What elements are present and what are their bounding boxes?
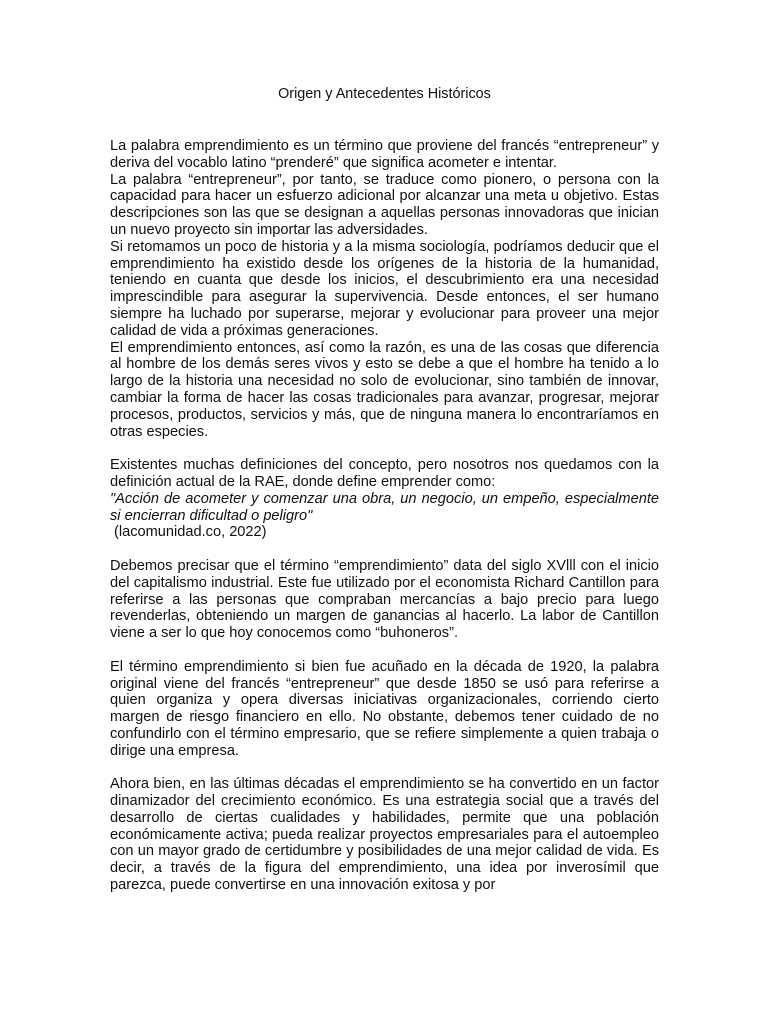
citation: (lacomunidad.co, 2022) xyxy=(114,524,267,541)
paragraph-spacer xyxy=(110,642,659,659)
paragraph-origin: La palabra emprendimiento es un término que proviene del francés “entrepreneur” y deriva del vocablo latino “prenderé” que significa acometer e intentar. xyxy=(110,138,659,171)
paragraph-reason: El emprendimiento entonces, así como la razón, es una de las cosas que diferencia al hombre de los demás seres vivos y esto se debe a que el hombre ha tenido a lo largo de la historia una necesidad no solo de evolucionar, sino también de innovar, cambiar la forma de hacer las cosas tradicionales para avanzar, progresar, mejorar procesos, productos, servicios y más, que de ninguna manera lo encontraríamos en otras especies. xyxy=(110,339,659,440)
paragraph-spacer xyxy=(110,759,659,776)
paragraph-entrepreneur: La palabra “entrepreneur”, por tanto, se traduce como pionero, o persona con la capacidad para hacer un esfuerzo adicional por alcanzar una meta u objetivo. Estas descripciones son las que se designan a aquellas personas innovadoras que inician un nuevo proyecto sin importar las adversidades. xyxy=(110,171,659,238)
paragraph-history: Si retomamos un poco de historia y a la misma sociología, podríamos deducir que el emprendimiento ha existido desde los orígenes de la historia de la humanidad, teniendo en cuanta que desde los inicios, el descubrimiento era una necesidad imprescindible para asegurar la supervivencia. Desde entonces, el ser humano siempre ha luchado por superarse, mejorar y evolucionar para proveer una mejor calidad de vida a próximas generaciones. xyxy=(110,238,659,339)
paragraph-economic-growth: Ahora bien, en las últimas décadas el emprendimiento se ha convertido en un factor dinamizador del crecimiento económico. Es una estrategia social que a través del desarrollo de ciertas cualidades y habilidades, permite que una población económicamente activa; pueda realizar proyectos empresariales para el autoempleo con un mayor grado de certidumbre y posibilidades de una mejor calidad de vida. Es decir, a través de la figura del emprendimiento, una idea por inverosímil que parezca, puede convertirse en una innovación exitosa y por xyxy=(110,776,659,894)
paragraph-definitions: Existentes muchas definiciones del concepto, pero nosotros nos quedamos con la definición actual de la RAE, donde define emprender como: xyxy=(110,457,659,490)
rae-definition-quote: "Acción de acometer y comenzar una obra, un negocio, un empeño, especialmente si encierran dificultad o peligro" xyxy=(110,490,659,524)
page-title: Origen y Antecedentes Históricos xyxy=(278,86,491,102)
paragraph-cantillon: Debemos precisar que el término “emprendimiento” data del siglo XVlll con el inicio del capitalismo industrial. Este fue utilizado por el economista Richard Cantillon para referirse a las personas que compraban mercancías a bajo precio para luego revenderlas, obteniendo un margen de ganancias al hacerlo. La labor de Cantillon viene a ser lo que hoy conocemos como “buhoneros”. xyxy=(110,557,659,642)
document-body xyxy=(110,138,659,894)
paragraph-term-1920: El término emprendimiento si bien fue acuñado en la década de 1920, la palabra original viene del francés “entrepreneur” que desde 1850 se usó para referirse a quien organiza y opera diversas iniciativas organizacionales, corriendo cierto margen de riesgo financiero en ello. No obstante, debemos tener cuidado de no confundirlo con el término empresario, que se refiere simplemente a quien trabaja o dirige una empresa. xyxy=(110,658,659,759)
paragraph-spacer xyxy=(110,541,659,558)
paragraph-spacer xyxy=(110,440,659,457)
